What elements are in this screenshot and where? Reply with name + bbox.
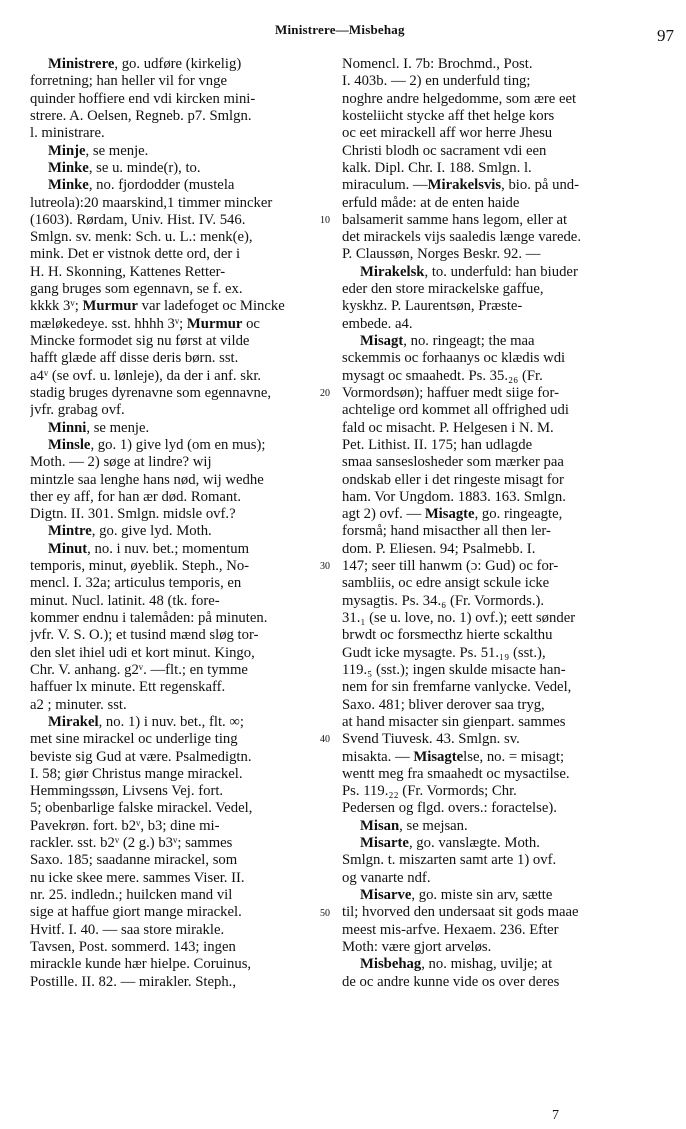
left-column-line: jvfr. V. S. O.); et tusind mænd sløg tor- [30, 627, 259, 644]
right-column-line: nem for sin fremfarne vanlycke. Vedel, [342, 679, 572, 696]
left-column-line: mirackle kunde hær hielpe. Coruinus, [30, 956, 252, 973]
left-column-line: Digtn. II. 301. Smlgn. midsle ovf.? [30, 506, 236, 523]
right-column-line: Svend Tiuvesk. 43. Smlgn. sv. [342, 731, 520, 748]
right-column-line: det mirackels vijs saaledis længe varede. [342, 229, 582, 246]
left-column-line: mintzle saa lenghe hans nød, wij wedhe [30, 471, 264, 488]
left-column-line: mæløkedeye. sst. hhhh 3ᵛ; Murmur oc [30, 315, 260, 332]
running-title: Ministrere—Misbehag [275, 22, 405, 37]
left-column-line: mink. Det er vistnok dette ord, der i [30, 246, 241, 263]
left-column-line: mencl. I. 32a; articulus temporis, en [30, 575, 242, 592]
line-number: 30 [320, 561, 330, 573]
left-column-line: (1603). Rørdam, Univ. Hist. IV. 546. [30, 211, 246, 228]
left-column-line: Tavsen, Post. sommerd. 143; ingen [30, 938, 236, 955]
page-header [0, 18, 686, 45]
right-column-line: Gudt icke mysagte. Ps. 51.₁₉ (sst.), [342, 644, 546, 661]
right-column-line: oc eet mirackell aff wor herre Jhesu [342, 125, 553, 142]
left-column-line: minut. Nucl. latinit. 48 (tk. fore- [30, 592, 220, 609]
left-column-line: gang bruges som egennavn, se f. ex. [30, 281, 243, 298]
right-column-line: de oc andre kunne vide os over deres [342, 973, 560, 990]
left-column-line: l. ministrare. [30, 125, 105, 142]
right-column-line: misakta. — Misagtelse, no. = misagt; [342, 748, 565, 765]
right-column-line: Pedersen og flgd. overs.: foractelse). [342, 800, 557, 817]
left-column-line: ther ey aff, for han ær død. Romant. [30, 488, 242, 505]
line-number: 20 [320, 388, 330, 400]
right-column-line: mysagtis. Ps. 34.₆ (Fr. Vormords.). [342, 592, 545, 609]
right-column-line: og vanarte ndf. [342, 869, 431, 886]
left-column-line: I. 58; giør Christus mange mirackel. [30, 765, 243, 782]
right-column-line: Mirakelsk, to. underfuld: han biuder [360, 263, 578, 280]
right-column-line: 147; seer till hanwm (ɔ: Gud) oc for- [342, 558, 559, 575]
left-column-line: Ministrere, go. udføre (kirkelig) [48, 56, 242, 72]
left-column-line: a2 ; minuter. sst. [30, 696, 127, 713]
right-column-line: forsmå; hand misacther all then ler- [342, 523, 551, 540]
right-column-line: Vormordsøn); haffuer medt siige for- [342, 384, 559, 401]
left-column-line: jvfr. grabag ovf. [30, 402, 125, 419]
left-column-line: Postille. II. 82. — mirakler. Steph., [30, 973, 237, 990]
right-column-line: til; hvorved den undersaat sit gods maae [342, 904, 579, 921]
line-number: 50 [320, 907, 330, 919]
right-column-line: ondskab eller i det ringeste misagt for [342, 471, 564, 488]
left-column-line: den slet ihiel udi et kort minut. Kingo, [30, 644, 255, 661]
right-column-line: kyskhz. P. Laurentsøn, Præste- [342, 298, 523, 315]
left-column-line: haffuer lx minute. Ett regenskaff. [30, 679, 226, 696]
right-column-line: sckemmis oc forhaanys oc klædis wdi [342, 350, 566, 367]
left-column-line: hafft glæde aff disse deris børn. sst. [30, 350, 239, 367]
left-column-line: strere. A. Oelsen, Regneb. p7. Smlgn. [30, 107, 252, 124]
left-column-line: Hvitf. I. 40. — saa store mirakle. [30, 921, 225, 938]
left-column-line: beviste sig Gud at være. Psalmedigtn. [30, 748, 252, 765]
right-column-line: Pet. Lithist. II. 175; han udlagde [342, 436, 533, 453]
right-column-line: Misbehag, no. mishag, uvilje; at [360, 956, 553, 973]
right-column-line: at hand misacter sin gienpart. sammes [342, 713, 566, 730]
right-column-line: Moth: være gjort arveløs. [342, 938, 492, 955]
right-column-line: Christi blodh oc sacrament vdi een [342, 142, 547, 159]
left-column-line: Saxo. 185; saadanne mirackel, som [30, 852, 238, 869]
left-column-line: lutreola):20 maarskind,1 timmer mincker [30, 194, 273, 211]
left-column-line: nu icke skee mere. sammes Viser. II. [30, 869, 245, 886]
left-column-line: Minke, se u. minde(r), to. [48, 159, 201, 176]
right-column-line: mysagt oc smaahedt. Ps. 35.₂₆ (Fr. [342, 367, 543, 384]
left-column-line: Minsle, go. 1) give lyd (om en mus); [48, 436, 266, 453]
line-number: 40 [320, 734, 330, 746]
left-column-line: kkkk 3ᵛ; Murmur var ladefoget oc Mincke [30, 298, 285, 315]
left-column-line: Mintre, go. give lyd. Moth. [48, 523, 212, 540]
right-column-line: 119.₅ (sst.); ingen skulde misacte han- [342, 661, 566, 678]
right-column-line: Misarte, go. vanslægte. Moth. [360, 835, 540, 852]
left-column-line: 5; obenbarlige falske mirackel. Vedel, [30, 800, 253, 817]
right-column-line: meest mis-arfve. Hexaem. 236. Efter [342, 921, 559, 938]
right-column-line: balsamerit samme hans legom, eller at [342, 211, 568, 228]
left-column-line: quinder hoffiere end vdi kircken mini- [30, 90, 256, 107]
signature-mark: 7 [552, 1108, 559, 1123]
left-column-line: H. H. Skonning, Kattenes Retter- [30, 263, 226, 280]
right-column-line: I. 403b. — 2) en underfuld ting; [342, 73, 531, 90]
right-column-line: sambliis, oc edre ansigt sckule icke [342, 575, 550, 592]
right-column-line: noghre andre helgedomme, som ære eet [342, 90, 577, 107]
right-column-line: dom. P. Eliesen. 94; Psalmebb. I. [342, 540, 536, 557]
left-column-line: Smlgn. sv. menk: Sch. u. L.: menk(e), [30, 229, 253, 246]
left-column-line: kommer endnu i talemåden: på minuten. [30, 610, 268, 626]
right-column-line: P. Claussøn, Norges Beskr. 92. — [342, 246, 541, 263]
right-column-line: smaa sanseslosheder som mærker paa [342, 454, 564, 471]
right-column-line: fald oc misacht. P. Helgesen i N. M. [342, 419, 554, 436]
right-column-line: 31.₁ (se u. love, no. 1) ovf.); eett sønder [342, 610, 576, 626]
left-column [30, 56, 350, 991]
right-column-line: Ps. 119.₂₂ (Fr. Vormords; Chr. [342, 783, 517, 800]
right-column-line: embede. a4. [342, 315, 413, 332]
left-column-line: Hemmingssøn, Livsens Vej. fort. [30, 783, 224, 800]
right-column-line: Saxo. 481; bliver derover saa tryg, [342, 696, 545, 713]
right-column-line: achtelige ord kommet all offrighed udi [342, 402, 569, 419]
left-column-line: Minut, no. i nuv. bet.; momentum [48, 540, 249, 557]
left-column-line: stadig bruges dyrenavne som egennavne, [30, 384, 272, 401]
right-column-line: kosteliicht stycke aff thet helge kors [342, 107, 555, 124]
right-column-line: miraculum. —Mirakelsvis, bio. på und- [342, 177, 580, 194]
left-column-line: forretning; han heller vil for vnge [30, 73, 227, 90]
right-column-line: ham. Vor Ungdom. 1883. 163. Smlgn. [342, 488, 566, 505]
right-column-line: eder den store mirackelske gaffue, [342, 281, 544, 298]
right-column-line: Smlgn. t. miszarten samt arte 1) ovf. [342, 852, 557, 869]
right-column-line: Nomencl. I. 7b: Brochmd., Post. [342, 56, 533, 72]
right-column [342, 56, 668, 991]
right-column-line: erfuld måde: at de enten haide [342, 194, 520, 211]
left-column-line: Mirakel, no. 1) i nuv. bet., flt. ∞; [48, 713, 244, 730]
left-column-line: a4ᵛ (se ovf. u. lønleje), da der i anf. skr. [30, 367, 262, 384]
left-column-line: Minke, no. fjordodder (mustela [48, 177, 235, 194]
left-column-line: Pavekrøn. fort. b2ᵛ, b3; dine mi- [30, 817, 220, 834]
left-column-line: Chr. V. anhang. g2ᵛ. —flt.; en tymme [30, 661, 248, 678]
left-column-line: Mincke formodet sig nu først at vilde [30, 333, 250, 349]
left-column-line: rackler. sst. b2ᵛ (2 g.) b3ᵛ; sammes [30, 835, 233, 852]
left-column-line: temporis, minut, øyeblik. Steph., No- [30, 558, 250, 575]
left-column-line: sige at haffue giort mange mirackel. [30, 904, 242, 921]
right-column-line: Misarve, go. miste sin arv, sætte [360, 887, 553, 903]
page-number: 97 [657, 26, 674, 45]
right-column-line: Misan, se mejsan. [360, 817, 468, 834]
left-column-line: Moth. — 2) søge at lindre? wij [30, 454, 212, 471]
right-column-line: Misagt, no. ringeagt; the maa [360, 333, 535, 349]
right-column-line: agt 2) ovf. — Misagte, go. ringeagte, [342, 506, 563, 523]
left-column-line: Minni, se menje. [48, 419, 150, 436]
left-column-line: Minje, se menje. [48, 142, 149, 159]
line-number: 10 [320, 214, 330, 226]
right-column-line: kalk. Dipl. Chr. I. 188. Smlgn. l. [342, 159, 532, 176]
right-column-line: brwdt oc forsmecthz hierte sckalthu [342, 627, 553, 644]
left-column-line: nr. 25. indledn.; huilcken mand vil [30, 887, 233, 903]
right-column-line: wentt meg fra smaahedt oc mysactilse. [342, 765, 570, 782]
left-column-line: met sine mirackel oc underlige ting [30, 731, 238, 748]
